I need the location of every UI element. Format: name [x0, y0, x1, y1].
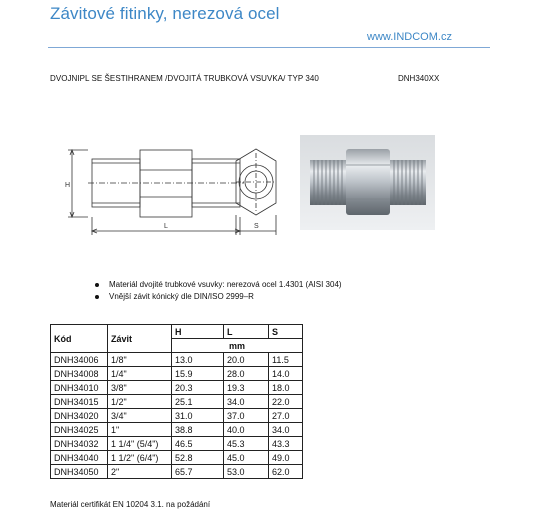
cell-h: 15.9	[172, 367, 224, 381]
cell-l: 34.0	[224, 395, 269, 409]
cell-l: 45.0	[224, 451, 269, 465]
dimension-label-l: L	[164, 223, 168, 230]
cell-code: DNH34006	[51, 353, 108, 367]
cell-code: DNH34025	[51, 423, 108, 437]
cell-l: 28.0	[224, 367, 269, 381]
bullet-icon	[95, 295, 99, 299]
cell-s: 34.0	[269, 423, 303, 437]
cell-l: 40.0	[224, 423, 269, 437]
product-photo	[300, 135, 435, 230]
header-s: S	[269, 325, 303, 339]
dimension-label-h: H	[65, 182, 71, 189]
cell-code: DNH34040	[51, 451, 108, 465]
cell-s: 27.0	[269, 409, 303, 423]
header-kod: Kód	[51, 325, 108, 353]
header-divider	[48, 47, 490, 48]
website-link[interactable]: www.INDCOM.cz	[367, 31, 452, 43]
bullet-icon	[95, 283, 99, 287]
cell-l: 19.3	[224, 381, 269, 395]
table-row	[51, 423, 303, 437]
document-title: Závitové fitinky, nerezová ocel	[50, 4, 280, 23]
table-row	[51, 353, 303, 367]
feature-text: Materiál dvojité trubkové vsuvky: nerezová ocel 1.4301 (AISI 304)	[109, 280, 342, 289]
table-row	[51, 381, 303, 395]
table-row	[51, 409, 303, 423]
cell-thread: 2"	[108, 465, 172, 479]
header-l: L	[224, 325, 269, 339]
cell-l: 37.0	[224, 409, 269, 423]
cell-l: 53.0	[224, 465, 269, 479]
cell-thread: 1/4"	[108, 367, 172, 381]
cell-h: 38.8	[172, 423, 224, 437]
cell-s: 11.5	[269, 353, 303, 367]
feature-item	[95, 279, 342, 291]
cell-h: 20.3	[172, 381, 224, 395]
product-subtitle: DVOJNIPL SE ŠESTIHRANEM /DVOJITÁ TRUBKOVÁ VSUVKA/ TYP 340	[50, 74, 319, 83]
cell-code: DNH34032	[51, 437, 108, 451]
cell-thread: 3/4"	[108, 409, 172, 423]
cell-s: 43.3	[269, 437, 303, 451]
cell-thread: 1/2"	[108, 395, 172, 409]
cell-h: 13.0	[172, 353, 224, 367]
cell-code: DNH34020	[51, 409, 108, 423]
table-row	[51, 465, 303, 479]
cell-thread: 3/8"	[108, 381, 172, 395]
header-h: H	[172, 325, 224, 339]
cell-h: 31.0	[172, 409, 224, 423]
header-unit: mm	[172, 339, 303, 353]
cell-code: DNH34010	[51, 381, 108, 395]
cell-h: 65.7	[172, 465, 224, 479]
cell-code: DNH34015	[51, 395, 108, 409]
cell-h: 25.1	[172, 395, 224, 409]
cell-thread: 1 1/2" (6/4")	[108, 451, 172, 465]
feature-list	[95, 279, 342, 303]
cell-s: 62.0	[269, 465, 303, 479]
header-zavit: Závit	[108, 325, 172, 353]
cell-thread: 1"	[108, 423, 172, 437]
cell-thread: 1/8"	[108, 353, 172, 367]
cell-h: 52.8	[172, 451, 224, 465]
feature-item	[95, 291, 342, 303]
table-row	[51, 451, 303, 465]
cell-code: DNH34008	[51, 367, 108, 381]
specification-table	[50, 324, 303, 479]
cell-l: 45.3	[224, 437, 269, 451]
cell-code: DNH34050	[51, 465, 108, 479]
cell-l: 20.0	[224, 353, 269, 367]
cell-s: 22.0	[269, 395, 303, 409]
table-row	[51, 395, 303, 409]
certificate-note: Materiál certifikát EN 10204 3.1. na požádání	[50, 500, 211, 509]
cell-s: 18.0	[269, 381, 303, 395]
product-code: DNH340XX	[398, 74, 440, 83]
feature-text: Vnější závit kónický dle DIN/ISO 2999–R	[109, 292, 254, 301]
technical-drawing	[48, 135, 288, 245]
cell-s: 14.0	[269, 367, 303, 381]
cell-thread: 1 1/4" (5/4")	[108, 437, 172, 451]
table-row	[51, 367, 303, 381]
cell-s: 49.0	[269, 451, 303, 465]
cell-h: 46.5	[172, 437, 224, 451]
dimension-label-s: S	[254, 223, 259, 230]
table-row	[51, 437, 303, 451]
